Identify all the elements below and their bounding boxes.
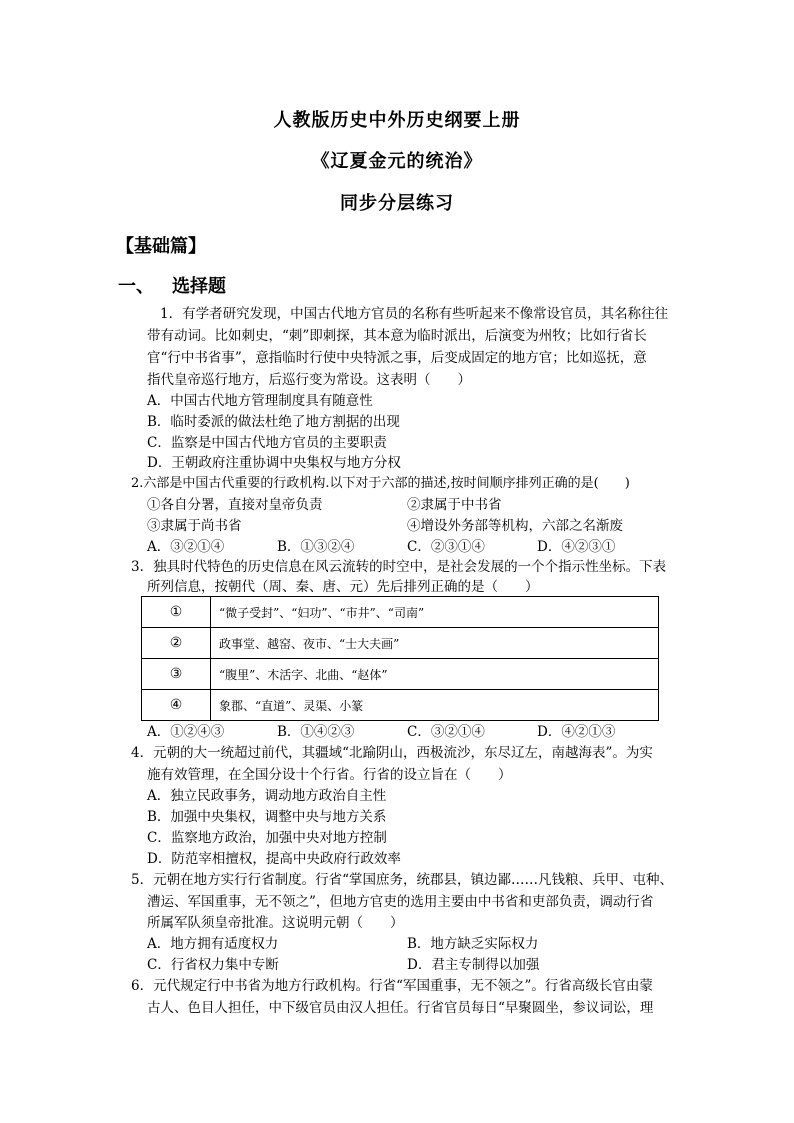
q4-option-d: D．防范宰相擅权，提高中央政府行政效率 <box>147 851 401 867</box>
q5-option-c: C．行省权力集中专断 <box>147 957 279 973</box>
q4-stem-line: 4．元朝的大一统超过前代，其疆域“北踰阴山，西极流沙，东尽辽左，南越海表”。为实 <box>131 745 653 761</box>
q3-stem-line: 所列信息，按朝代（周、秦、唐、元）先后排列正确的是（ ） <box>147 579 539 595</box>
q5-stem-line: 5．元朝在地方实行行省制度。行省“掌国庶务，统郡县，镇边鄙……凡钱粮、兵甲、屯种、 <box>131 872 673 888</box>
q1-stem-line: 带有动词。比如刺史，“刺”即刺探，其本意为临时派出，后演变为州牧；比如行省长 <box>147 328 647 344</box>
q1-option-c: C．监察是中国古代地方官员的主要职责 <box>147 435 387 451</box>
table-row <box>142 690 659 721</box>
document-title: 人教版历史中外历史纲要上册 <box>273 110 521 131</box>
table-row <box>142 628 659 659</box>
table-cell-text: 象郡、“直道”、灵渠、小篆 <box>211 690 659 721</box>
q2-item: ④增设外务部等机构，六部之名渐废 <box>407 518 623 534</box>
table-cell-text: “腹里”、木活字、北曲、“赵体” <box>211 659 659 690</box>
table-row <box>142 597 659 628</box>
q4-stem-line: 施有效管理，在全国分设十个行省。行省的设立旨在（ ） <box>147 767 512 783</box>
q3-stem-line: 3．独具时代特色的历史信息在风云流转的时空中，是社会发展的一个个指示性坐标。下表 <box>131 559 667 575</box>
q4-option-a: A．独立民政事务，调动地方政治自主性 <box>147 788 387 804</box>
subsection-number: 一、 <box>118 276 154 297</box>
q3-option-c: C．③②①④ <box>407 724 485 740</box>
exercise-title: 同步分层练习 <box>340 193 454 214</box>
table-row <box>142 659 659 690</box>
q3-option-b: B．①④②③ <box>277 724 355 740</box>
subsection-heading: 选择题 <box>172 276 226 297</box>
table-cell-number: ① <box>142 597 211 628</box>
q5-option-a: A．地方拥有适度权力 <box>147 936 279 952</box>
q5-stem-line: 所属军队须皇帝批准。这说明元朝（ ） <box>147 915 404 931</box>
table-cell-number: ② <box>142 628 211 659</box>
q2-item: ②隶属于中书省 <box>407 497 502 513</box>
q6-stem-line: 古人、色目人担任，中下级官员由汉人担任。行省官员每日“早聚圆坐，参议词讼，理 <box>147 1000 654 1016</box>
q2-item: ③隶属于尚书省 <box>147 518 242 534</box>
section-heading: 【基础篇】 <box>116 236 206 257</box>
q4-option-c: C．监察地方政治，加强中央对地方控制 <box>147 830 387 846</box>
q2-option-c: C．②③①④ <box>407 539 485 555</box>
q2-option-b: B．①③②④ <box>277 539 355 555</box>
table-cell-number: ③ <box>142 659 211 690</box>
table-cell-number: ④ <box>142 690 211 721</box>
q1-stem-line: 官“行中书省事”，意指临时行使中央特派之事，后变成固定的地方官；比如巡抚，意 <box>147 350 647 366</box>
q3-option-d: D．④②①③ <box>537 724 616 740</box>
q1-option-d: D．王朝政府注重协调中央集权与地方分权 <box>147 455 401 471</box>
q1-stem-line: 1．有学者研究发现，中国古代地方官员的名称有些听起来不像常设官员，其名称往往 <box>160 306 669 322</box>
q6-stem-line: 6．元代规定行中书省为地方行政机构。行省“军国重事，无不领之”。行省高级长官由蒙 <box>131 978 653 994</box>
lesson-title: 《辽夏金元的统治》 <box>311 151 483 172</box>
table-cell-text: “微子受封”、“妇功”、“市井”、“司南” <box>211 597 659 628</box>
table-cell-text: 政事堂、越窑、夜市、“士大夫画” <box>211 628 659 659</box>
q2-option-a: A．③②①④ <box>147 539 225 555</box>
q2-option-d: D．④②③① <box>537 539 616 555</box>
q1-option-b: B．临时委派的做法杜绝了地方割据的出现 <box>147 414 400 430</box>
q2-stem: 2.六部是中国古代重要的行政机构.以下对于六部的描述,按时间顺序排列正确的是( ) <box>131 476 630 491</box>
q4-option-b: B．加强中央集权，调整中央与地方关系 <box>147 809 387 825</box>
q2-item: ①各自分署，直接对皇帝负责 <box>147 497 323 513</box>
q5-option-d: D．君主专制得以加强 <box>407 957 540 973</box>
q1-stem-line: 指代皇帝巡行地方，后巡行变为常设。这表明（ ） <box>147 372 471 388</box>
q5-stem-line: 漕运、军国重事，无不领之”，但地方官吏的选用主要由中书省和吏部负责，调动行省 <box>147 894 654 910</box>
q3-option-a: A．①②④③ <box>147 724 225 740</box>
q5-option-b: B．地方缺乏实际权力 <box>407 936 539 952</box>
history-info-table <box>141 596 659 721</box>
q1-option-a: A．中国古代地方管理制度具有随意性 <box>147 393 373 409</box>
